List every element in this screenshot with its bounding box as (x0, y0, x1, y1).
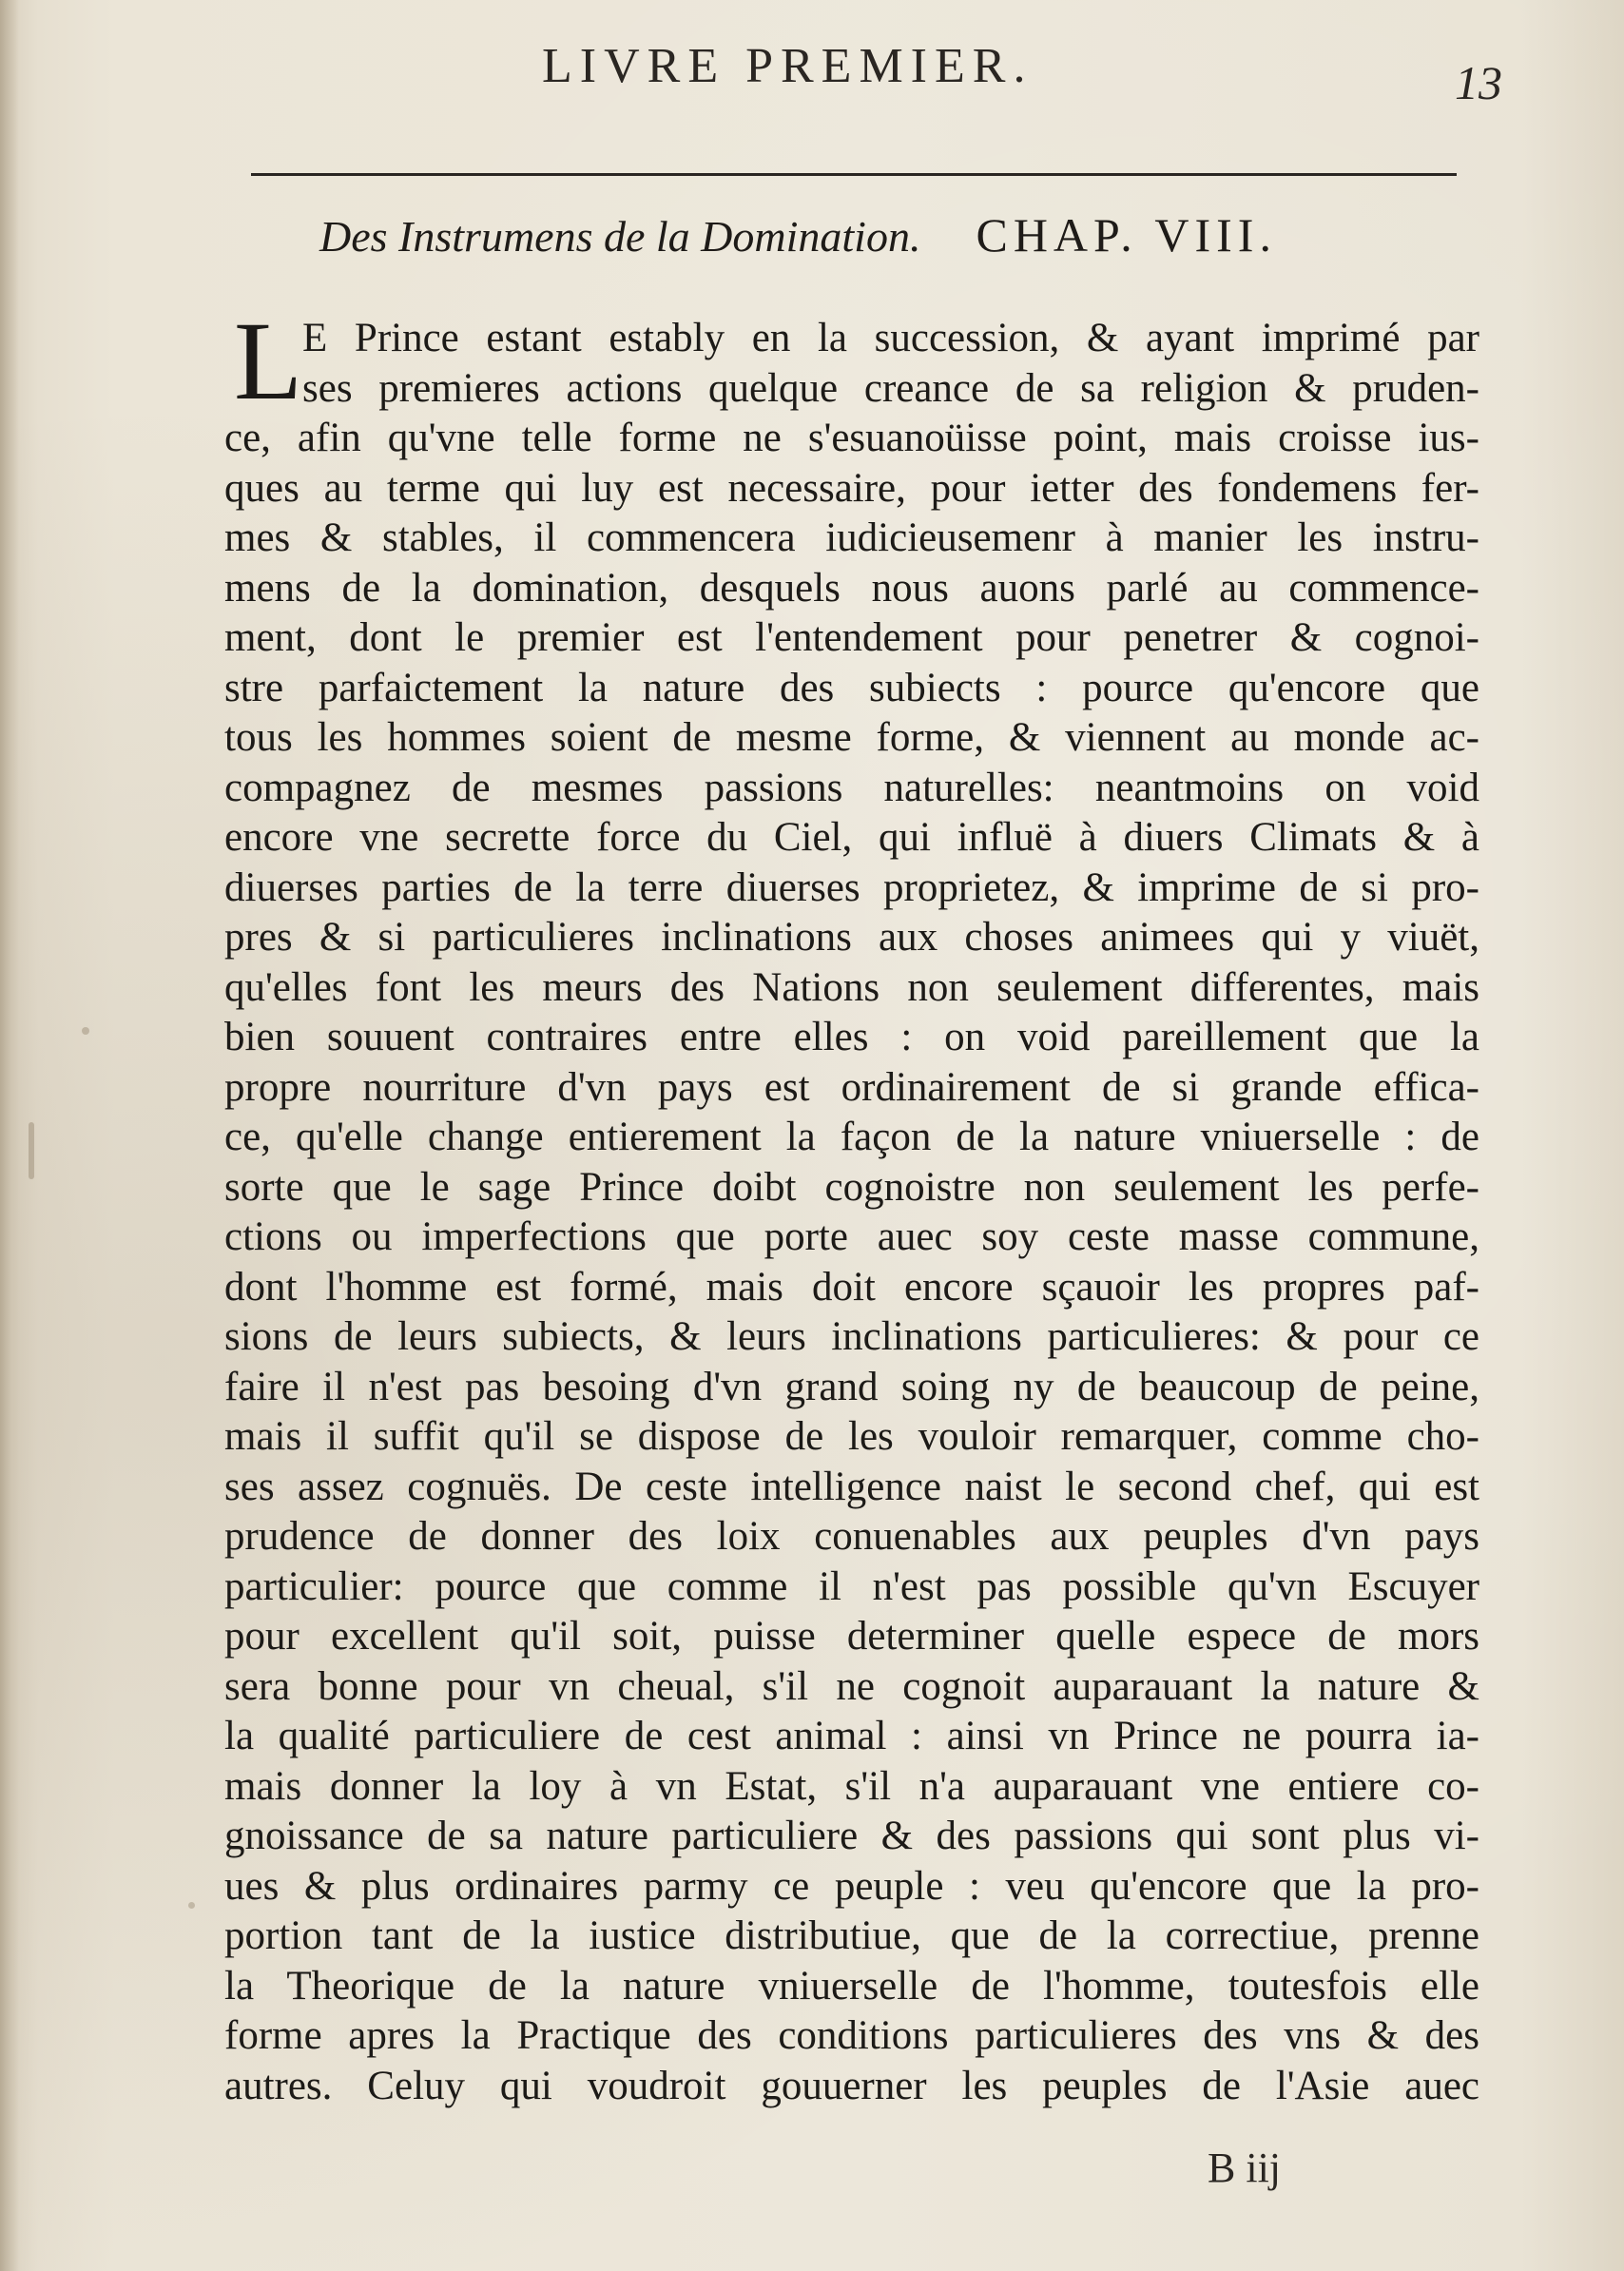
text-line: dont l'homme est formé, mais doit encore sçauoir les propres paf- (224, 1264, 1479, 1310)
text-line: ctions ou imperfections que porte auec soy ceste masse commune, (224, 1214, 1479, 1259)
text-line: ues & plus ordinaires parmy ce peuple : veu qu'encore que la pro- (224, 1863, 1479, 1909)
signature-mark: B iij (1208, 2145, 1282, 2191)
text-line: mens de la domination, desquels nous auons parlé au commence- (224, 565, 1479, 611)
text-line: mais donner la loy à vn Estat, s'il n'a auparauant vne entiere co- (224, 1763, 1479, 1809)
text-line: mais il suffit qu'il se dispose de les vouloir remarquer, comme cho- (224, 1414, 1479, 1459)
chapter-number: CHAP. VIII. (976, 208, 1277, 262)
text-line: mes & stables, il commencera iudicieusemenr à manier les instru- (224, 515, 1479, 560)
text-line: tous les hommes soient de mesme forme, & viennent au monde ac- (224, 715, 1479, 760)
text-line: encore vne secrette force du Ciel, qui influë à diuers Climats & à (224, 815, 1479, 860)
text-line: diuerses parties de la terre diuerses proprietez, & imprime de si pro- (224, 864, 1479, 910)
text-line: ses assez cognuës. De ceste intelligence naist le second chef, qui est (224, 1464, 1479, 1509)
text-line: pour excellent qu'il soit, puisse determiner quelle espece de mors (224, 1614, 1479, 1659)
text-line: prudence de donner des loix conuenables aux peuples d'vn pays (224, 1514, 1479, 1559)
text-line: ce, qu'elle change entierement la façon de la nature vniuerselle : de (224, 1115, 1479, 1159)
paper-spot (82, 1027, 89, 1035)
text-line: faire il n'est pas besoing d'vn grand soing ny de beaucoup de peine, (224, 1364, 1479, 1409)
text-line: sera bonne pour vn cheual, s'il ne cognoit auparauant la nature & (224, 1663, 1479, 1709)
text-line: bien souuent contraires entre elles : on void pareillement que la (224, 1015, 1479, 1059)
page-number: 13 (1455, 56, 1502, 109)
page-gutter-edge (0, 0, 19, 2271)
chapter-title: Des Instrumens de la Domination. (319, 212, 921, 261)
drop-capital: L (234, 299, 303, 423)
text-line: E Prince estant estably en la succession, & ayant imprimé par (302, 316, 1479, 360)
text-line: ment, dont le premier est l'entendement pour penetrer & cognoi- (224, 615, 1479, 660)
text-line: sions de leurs subiects, & leurs inclinations particulieres: & pour ce (224, 1314, 1479, 1359)
header-rule (251, 173, 1457, 176)
text-line: forme apres la Practique des conditions particulieres des vns & des (224, 2013, 1479, 2058)
body-text (224, 299, 1479, 2111)
text-line: pres & si particulieres inclinations aux choses animees qui y viuët, (224, 915, 1479, 960)
text-line: stre parfaictement la nature des subiects : pource qu'encore que (224, 665, 1479, 710)
text-line: la Theorique de la nature vniuerselle de l'homme, toutesfois elle (224, 1963, 1479, 2009)
text-line: ques au terme qui luy est necessaire, pour ietter des fondemens fer- (224, 465, 1479, 511)
text-line: ce, afin qu'vne telle forme ne s'esuanoüisse point, mais croisse ius- (224, 416, 1479, 460)
text-line: propre nourriture d'vn pays est ordinairement de si grande effica- (224, 1064, 1479, 1110)
text-line: particulier: pource que comme il n'est pas possible qu'vn Escuyer (224, 1563, 1479, 1609)
running-head: LIVRE PREMIER. (542, 39, 1034, 93)
text-line: ses premieres actions quelque creance de sa religion & pruden- (302, 365, 1479, 411)
text-line: compagnez de mesmes passions naturelles: neantmoins on void (224, 765, 1479, 810)
text-line: portion tant de la iustice distributiue, que de la correctiue, prenne (224, 1913, 1479, 1958)
text-line: gnoissance de sa nature particuliere & des passions qui sont plus vi- (224, 1814, 1479, 1858)
chapter-heading (319, 207, 1460, 262)
paper-stain (29, 1122, 34, 1179)
paper-spot (188, 1902, 195, 1909)
text-line: la qualité particuliere de cest animal : ainsi vn Prince ne pourra ia- (224, 1714, 1479, 1758)
text-line: qu'elles font les meurs des Nations non seulement differentes, mais (224, 964, 1479, 1010)
text-line: autres. Celuy qui voudroit gouuerner les peuples de l'Asie auec (224, 2063, 1479, 2108)
text-line: sorte que le sage Prince doibt cognoistre non seulement les perfe- (224, 1164, 1479, 1210)
